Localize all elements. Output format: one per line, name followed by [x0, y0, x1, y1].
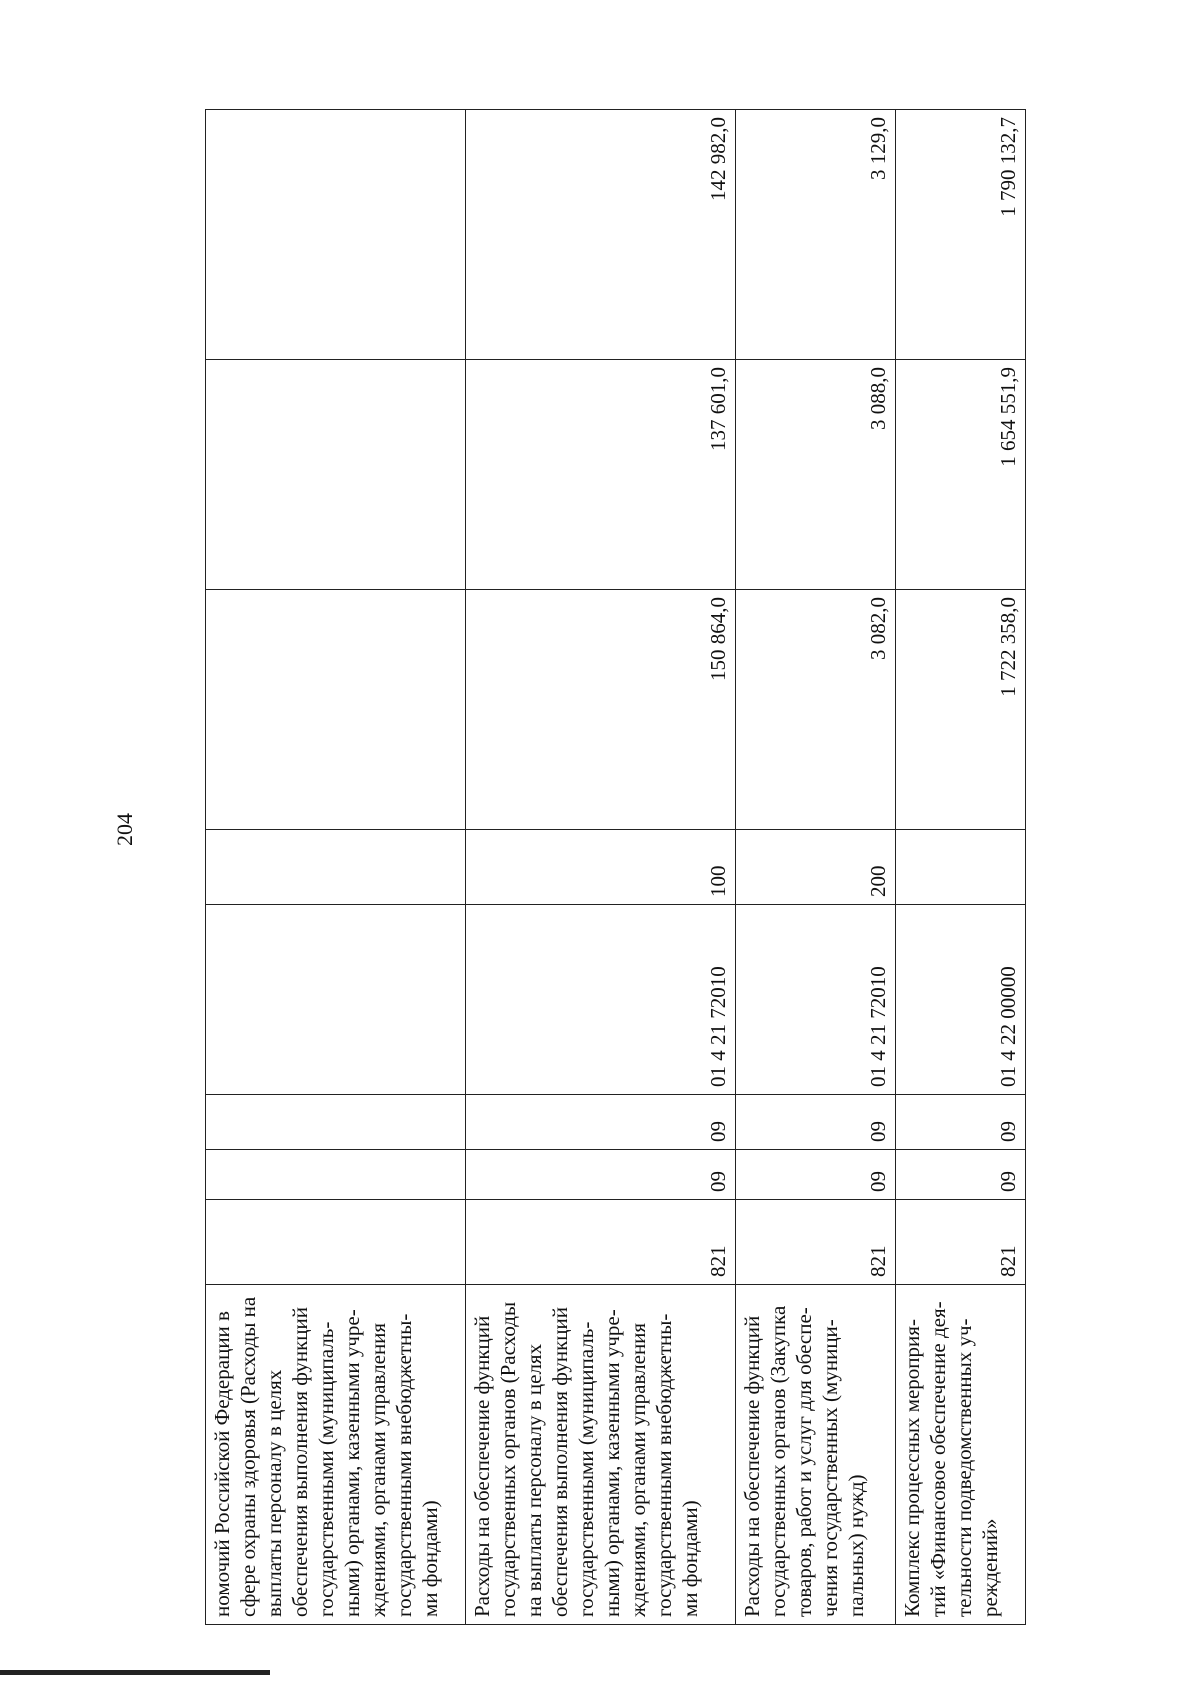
- row-year1: [206, 590, 466, 830]
- row-rz: [206, 1150, 466, 1200]
- row-grbs: [206, 1200, 466, 1285]
- table-row: [896, 110, 1026, 1625]
- row-vr: 200: [736, 830, 896, 905]
- row-pr: [206, 1095, 466, 1150]
- row-csr: 01 4 21 72010: [736, 905, 896, 1095]
- rotated-table-container: [205, 110, 1020, 1625]
- row-csr: 01 4 22 00000: [896, 905, 1026, 1095]
- row-pr: 09: [466, 1095, 736, 1150]
- row-name: Расходы на обеспечение функций государственных органов (Закупка товаров, работ и услуг для обеспе-чения государственных (муници-пальных) нужд): [736, 1285, 896, 1625]
- row-year2: 3 088,0: [736, 360, 896, 590]
- row-rz: 09: [896, 1150, 1026, 1200]
- row-vr: [206, 830, 466, 905]
- row-year1: 3 082,0: [736, 590, 896, 830]
- table-row: [466, 110, 736, 1625]
- scan-edge-line: [0, 1670, 270, 1675]
- row-year3: 142 982,0: [466, 110, 736, 360]
- page-number: 204: [112, 813, 137, 846]
- row-pr: 09: [896, 1095, 1026, 1150]
- table-row: [736, 110, 896, 1625]
- row-year2: 137 601,0: [466, 360, 736, 590]
- row-csr: [206, 905, 466, 1095]
- row-year1: 1 722 358,0: [896, 590, 1026, 830]
- row-grbs: 821: [466, 1200, 736, 1285]
- row-csr: 01 4 21 72010: [466, 905, 736, 1095]
- budget-table: [205, 109, 1026, 1625]
- row-year3: 1 790 132,7: [896, 110, 1026, 360]
- row-grbs: 821: [736, 1200, 896, 1285]
- row-vr: 100: [466, 830, 736, 905]
- row-name: номочий Российской Федерации в сфере охраны здоровья (Расходы на выплаты персоналу в целях обеспечения выполнения функций государственными (муниципаль-ными) органами, казенными учре-ждениями, органами управления государственными внебюджетны-ми фондами): [206, 1285, 466, 1625]
- row-year3: 3 129,0: [736, 110, 896, 360]
- row-name: Расходы на обеспечение функций государственных органов (Расходы на выплаты персоналу в целях обеспечения выполнения функций государственными (муниципаль-ными) органами, казенными учре-ждениями, органами управления государственными внебюджетны-ми фондами): [466, 1285, 736, 1625]
- row-rz: 09: [736, 1150, 896, 1200]
- row-vr: [896, 830, 1026, 905]
- row-pr: 09: [736, 1095, 896, 1150]
- row-grbs: 821: [896, 1200, 1026, 1285]
- row-year2: 1 654 551,9: [896, 360, 1026, 590]
- row-name: Комплекс процессных мероприя-тий «Финансовое обеспечение дея-тельности подведомственных уч-реждений»: [896, 1285, 1026, 1625]
- table-row: [206, 110, 466, 1625]
- row-year1: 150 864,0: [466, 590, 736, 830]
- row-rz: 09: [466, 1150, 736, 1200]
- row-year3: [206, 110, 466, 360]
- row-year2: [206, 360, 466, 590]
